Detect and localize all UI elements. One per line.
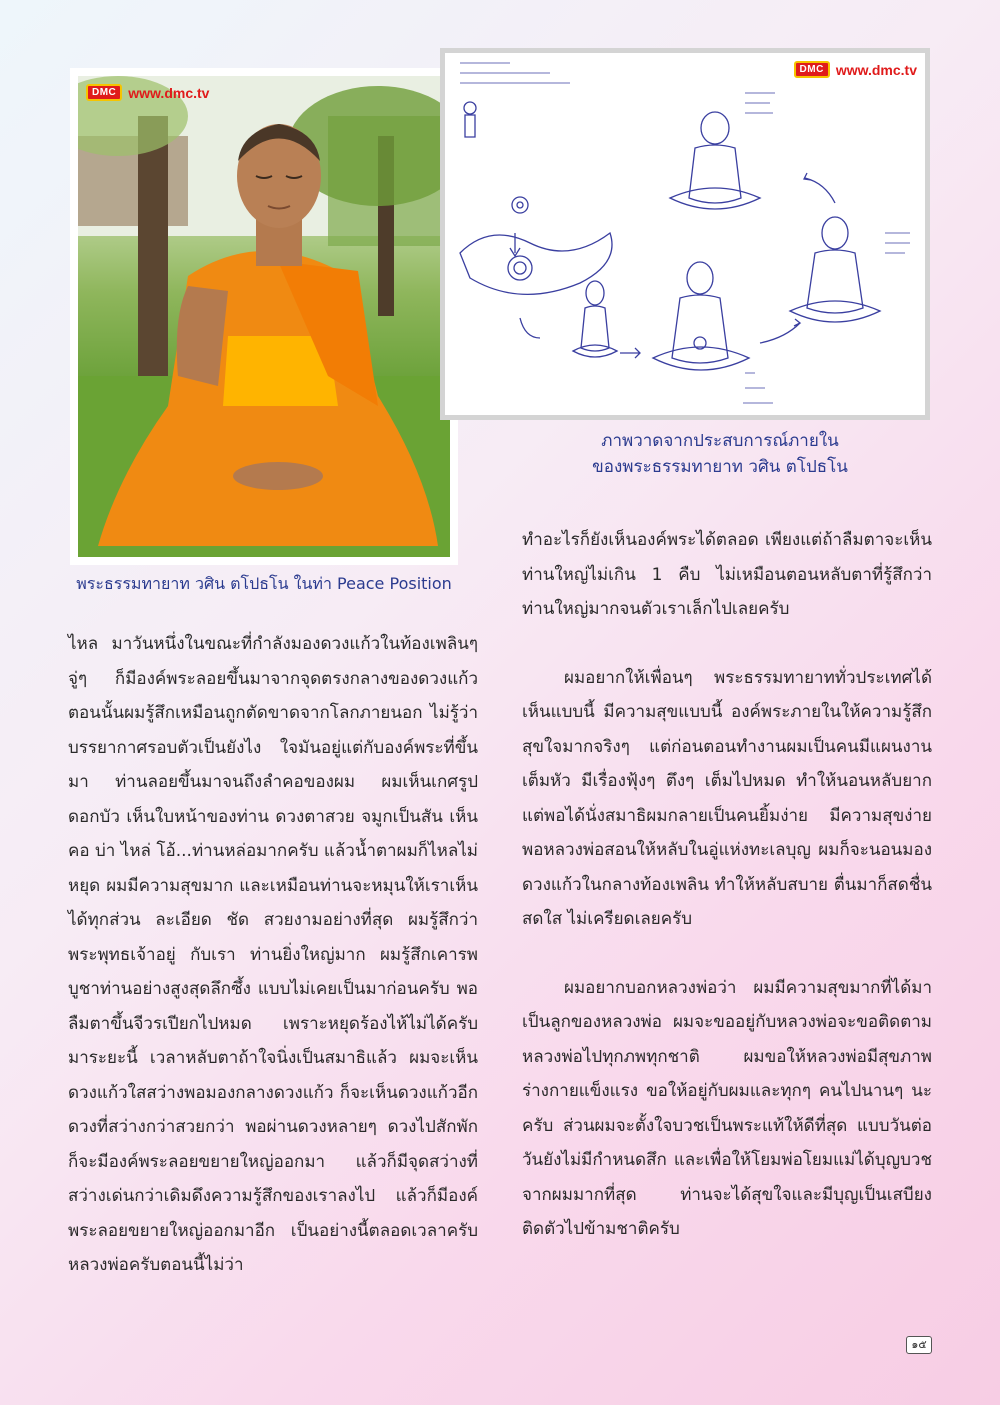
sketch-caption <box>520 428 920 480</box>
sketch-caption-line1: ภาพวาดจากประสบการณ์ภายใน <box>601 431 839 451</box>
left-paragraph-1: ไหล มาวันหนึ่งในขณะที่กำลังมองดวงแก้วในท้องเพลินๆ จู่ๆ ก็มีองค์พระลอยขึ้นมาจากจุดตรงกลางของดวงแก้ว ตอนนั้นผมรู้สึกเหมือนถูกตัดขาดจากโลกภายนอก ไม่รู้ว่าบรรยากาศรอบตัวเป็นยังไง ใจมันอยู่แต่กับองค์พระที่ขึ้นมา ท่านลอยขึ้นมาจนถึงลำคอของผม ผมเห็นเกศรูปดอกบัว เห็นใบหน้าของท่าน ดวงตาสวย จมูกเป็นสัน เห็นคอ บ่า ไหล่ โอ้...ท่านหล่อมากครับ แล้วน้ำตาผมก็ไหลไม่หยุด ผมมีความสุขมาก และเหมือนท่านจะหมุนให้เราเห็นได้ทุกส่วน ละเอียด ชัด สวยงามอย่างที่สุด ผมรู้สึกว่าพระพุทธเจ้าอยู่ กับเรา ท่านยิ่งใหญ่มาก ผมรู้สึกเคารพบูชาท่านอย่างสูงสุดลึกซึ้ง แบบไม่เคยเป็นมาก่อนครับ พอลืมตาขึ้นจีวรเปียกไปหมด เพราะหยุดร้องไห้ไม่ได้ครับ มาระยะนี้ เวลาหลับตาถ้าใจนิ่งเป็นสมาธิแล้ว ผมจะเห็นดวงแก้วใสสว่างพอมองกลางดวงแก้ว ก็จะเห็นดวงแก้วอีกดวงที่สว่างกว่าสวยกว่า พอผ่านดวงหลายๆ ดวงไปสักพัก ก็จะมีองค์พระลอยขยายใหญ่ออกมา แล้วก็มีจุดสว่างที่สว่างเด่นกว่าเดิมดึงความรู้สึกของเราลงไป แล้วก็มีองค์พระลอยขยายใหญ่ออกมาอีก เป็นอย่างนี้ตลอดเวลาครับ หลวงพ่อครับตอนนี้ไม่ว่า <box>68 634 478 1275</box>
dmc-logo-sketch <box>794 61 917 78</box>
dmc-logo-url: www.dmc.tv <box>128 84 210 101</box>
monk-photo-frame <box>70 68 458 565</box>
right-paragraph-1: ทำอะไรก็ยังเห็นองค์พระได้ตลอด เพียงแต่ถ้าลืมตาจะเห็นท่านใหญ่ไม่เกิน 1 คืบ ไม่เหมือนตอนหลับตาที่รู้สึกว่าท่านใหญ่มากจนตัวเราเล็กไปเลยครับ <box>522 530 932 619</box>
dmc-logo <box>86 84 209 101</box>
dmc-logo-badge: DMC <box>86 84 122 101</box>
left-column <box>68 627 478 1283</box>
dmc-logo-url-sketch: www.dmc.tv <box>835 61 917 78</box>
page-number: ๑๕ <box>906 1336 932 1354</box>
dmc-logo-badge-sketch: DMC <box>794 61 830 78</box>
sketch-drawing-frame <box>440 48 930 420</box>
sketch-caption-line2: ของพระธรรมทายาท วศิน ตโปธโน <box>592 457 848 477</box>
right-paragraph-2: ผมอยากให้เพื่อนๆ พระธรรมทายาททั่วประเทศได้เห็นแบบนี้ มีความสุขแบบนี้ องค์พระภายในให้ความรู้สึกสุขใจมากจริงๆ แต่ก่อนตอนทำงานผมเป็นคนมีแผนงานเต็มหัว มีเรื่องฟุ้งๆ ตึงๆ เต็มไปหมด ทำให้นอนหลับยาก แต่พอได้นั่งสมาธิผมกลายเป็นคนยิ้มง่าย มีความสุขง่าย พอหลวงพ่อสอนให้หลับในอู่แห่งทะเลบุญ ผมก็จะนอนมองดวงแก้วในกลางท้องเพลิน ทำให้หลับสบาย ตื่นมาก็สดชื่นสดใส ไม่เครียดเลยครับ <box>522 667 932 929</box>
monk-photo <box>78 76 450 557</box>
right-column <box>522 523 932 1247</box>
sketch-drawing <box>445 53 925 415</box>
photo-caption: พระธรรมทายาท วศิน ตโปธโน ในท่า Peace Position <box>76 574 452 593</box>
right-paragraph-3: ผมอยากบอกหลวงพ่อว่า ผมมีความสุขมากที่ได้มาเป็นลูกของหลวงพ่อ ผมจะขออยู่กับหลวงพ่อจะขอติดตามหลวงพ่อไปทุกภพทุกชาติ ผมขอให้หลวงพ่อมีสุขภาพร่างกายแข็งแรง ขอให้อยู่กับผมและทุกๆ คนไปนานๆ นะครับ ส่วนผมจะตั้งใจบวชเป็นพระแท้ให้ดีที่สุด แบบวันต่อวันยังไม่มีกำหนดสึก และเพื่อให้โยมพ่อโยมแม่ได้บุญบวชจากผมมากที่สุด ท่านจะได้สุขใจและมีบุญเป็นเสบียงติดตัวไปข้ามชาติครับ <box>522 977 932 1239</box>
monk-photo-illustration <box>78 76 450 557</box>
